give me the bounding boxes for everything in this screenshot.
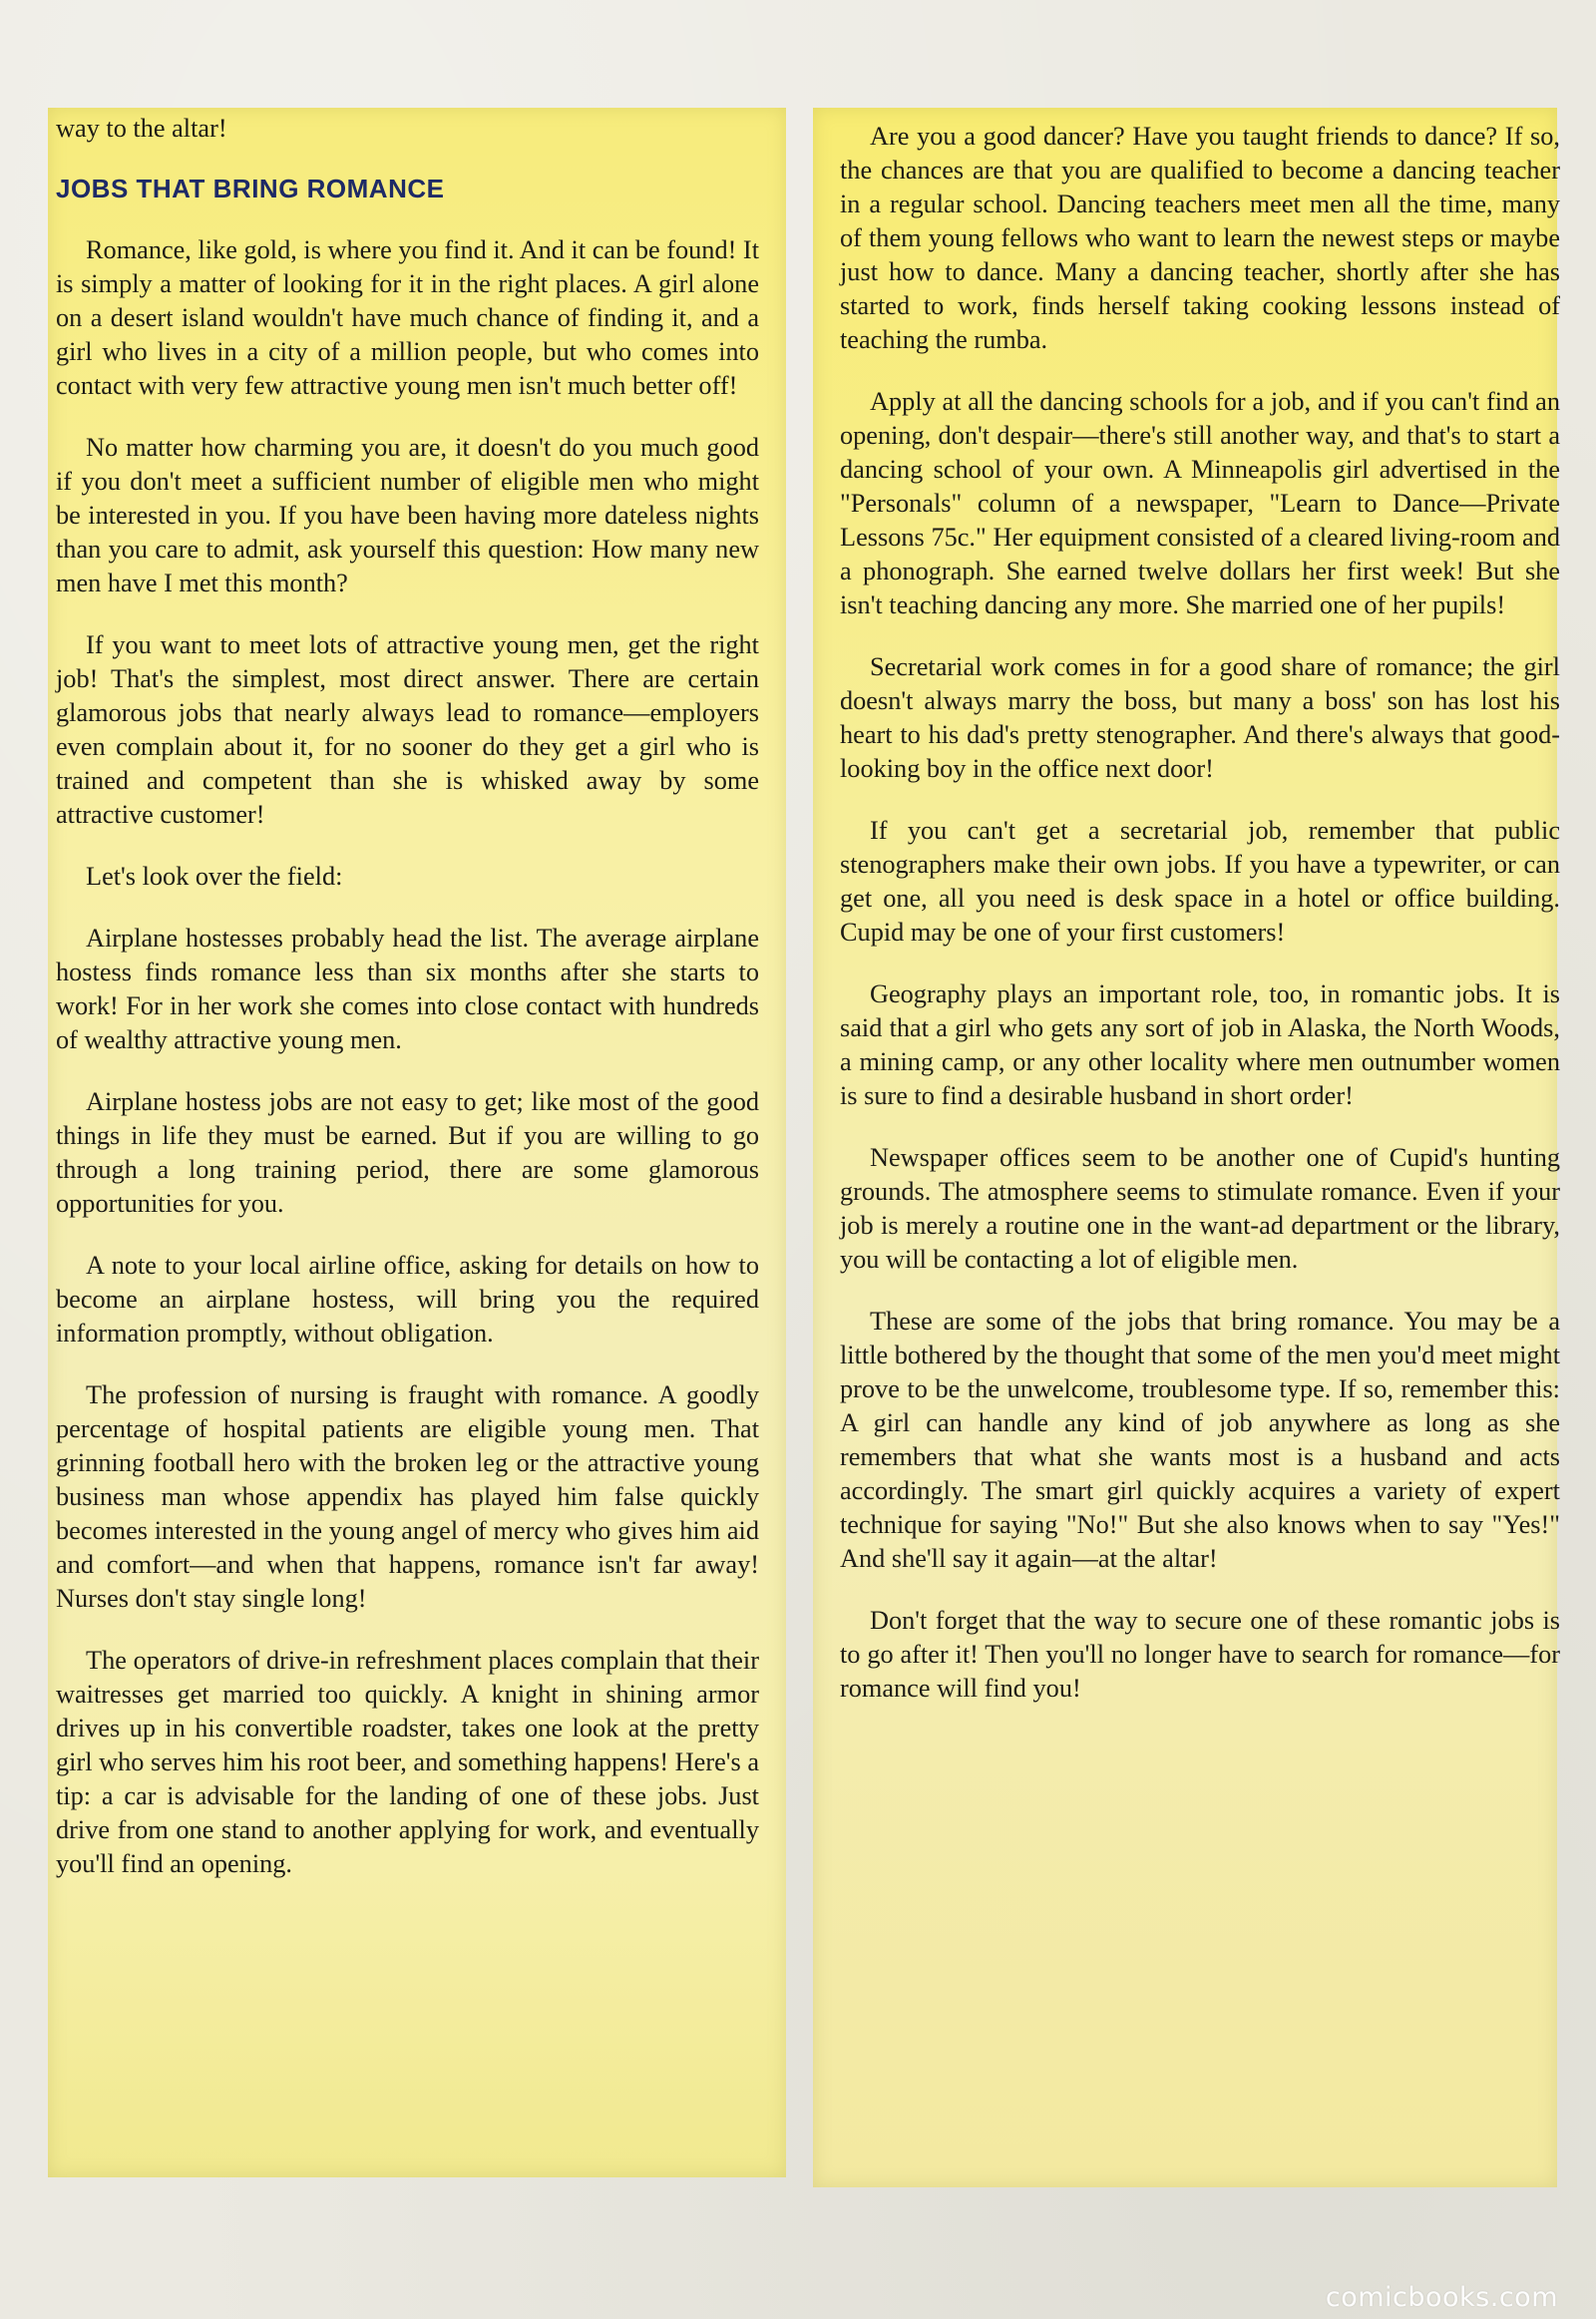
paragraph: Romance, like gold, is where you find it. And it can be found! It is simply a matter of looking for it in the right places. A girl alone on a desert island wouldn't have much chance of finding it, and a girl who lives in a city of a million people, but who comes into contact with very few attractive young men isn't much better off! <box>56 235 759 400</box>
paragraph: A note to your local airline office, asking for details on how to become an airplane hostess, will bring you the required information promptly, without obligation. <box>56 1251 759 1348</box>
article-heading: JOBS THAT BRING ROMANCE <box>56 174 445 203</box>
paragraph: If you want to meet lots of attractive young men, get the right job! That's the simplest, most direct answer. There are certain glamorous jobs that nearly always lead to romance—employers even complain about it, for no sooner do they get a girl who is trained and competent than she is whisked away by some attractive customer! <box>56 630 759 829</box>
paragraph: The profession of nursing is fraught with romance. A goodly percentage of hospital patients are eligible young men. That grinning football hero with the broken leg or the attractive young business man whose appendix has played him false quickly becomes interested in the young angel of mercy who gives him aid and comfort—and when that happens, romance isn't far away! Nurses don't stay single long! <box>56 1380 759 1613</box>
paragraph: Geography plays an important role, too, in romantic jobs. It is said that a girl who gets any sort of job in Alaska, the North Woods, a mining camp, or any other locality where men outnumber women is sure to find a desirable husband in short order! <box>840 979 1560 1110</box>
paragraph: Are you a good dancer? Have you taught friends to dance? If so, the chances are that you are qualified to become a dancing teacher in a regular school. Dancing teachers meet men all the time, many of them young fellows who want to learn the newest steps or maybe just how to dance. Many a dancing teacher, shortly after she has started to work, finds herself taking cooking lessons instead of teaching the rumba. <box>840 122 1560 354</box>
paragraph: These are some of the jobs that bring romance. You may be a little bothered by the thought that some of the men you'd meet might prove to be the unwelcome, troublesome type. If so, remember this: A girl can handle any kind of job anywhere as long as she remembers that what she wants most is a husband and acts accordingly. The smart girl quickly acquires a variety of expert technique for saying "No!" But she also knows when to say "Yes!" And she'll say it again—at the altar! <box>840 1307 1560 1573</box>
right-column <box>840 120 1560 1734</box>
paragraph: The operators of drive-in refreshment places complain that their waitresses get married too quickly. A knight in shining armor drives up in his convertible roadster, takes one look at the pretty girl who serves him his root beer, and something happens! Here's a tip: a car is advisable for the landing of one of these jobs. Just drive from one stand to another applying for work, and eventually you'll find an opening. <box>56 1646 759 1878</box>
paragraph: Airplane hostess jobs are not easy to get; like most of the good things in life they must be earned. But if you are willing to go through a long training period, there are some glamorous opportunities for you. <box>56 1087 759 1218</box>
site-watermark: comicbooks.com <box>1325 2282 1558 2313</box>
paragraph: Don't forget that the way to secure one of these romantic jobs is to go after it! Then you'll no longer have to search for romance—for romance will find you! <box>840 1606 1560 1703</box>
paragraph: No matter how charming you are, it doesn't do you much good if you don't meet a sufficient number of eligible men who might be interested in you. If you have been having more dateless nights than you care to admit, ask yourself this question: How many new men have I met this month? <box>56 433 759 597</box>
paragraph: Secretarial work comes in for a good share of romance; the girl doesn't always marry the boss, but many a boss' son has lost his heart to his dad's pretty stenographer. And there's always that good-looking boy in the office next door! <box>840 652 1560 783</box>
opening-line: way to the altar! <box>56 114 227 143</box>
paragraph: Airplane hostesses probably head the list. The average airplane hostess finds romance less than six months after she starts to work! For in her work she comes into close contact with hundreds of wealthy attractive young men. <box>56 924 759 1054</box>
paragraph: Apply at all the dancing schools for a job, and if you can't find an opening, don't despair—there's still another way, and that's to start a dancing school of your own. A Minneapolis girl advertised in the "Personals" column of a newspaper, "Learn to Dance—Private Lessons 75c." Her equipment consisted of a cleared living-room and a phonograph. She earned twelve dollars her first week! But she isn't teaching dancing any more. She married one of her pupils! <box>840 387 1560 619</box>
left-column <box>56 112 759 1909</box>
paragraph: Newspaper offices seem to be another one of Cupid's hunting grounds. The atmosphere seems to stimulate romance. Even if your job is merely a routine one in the want-ad department or the library, you will be contacting a lot of eligible men. <box>840 1143 1560 1274</box>
paragraph: Let's look over the field: <box>86 862 343 891</box>
paragraph: If you can't get a secretarial job, remember that public stenographers make their own jobs. If you have a typewriter, or can get one, all you need is desk space in a hotel or office building. Cupid may be one of your first customers! <box>840 816 1560 947</box>
